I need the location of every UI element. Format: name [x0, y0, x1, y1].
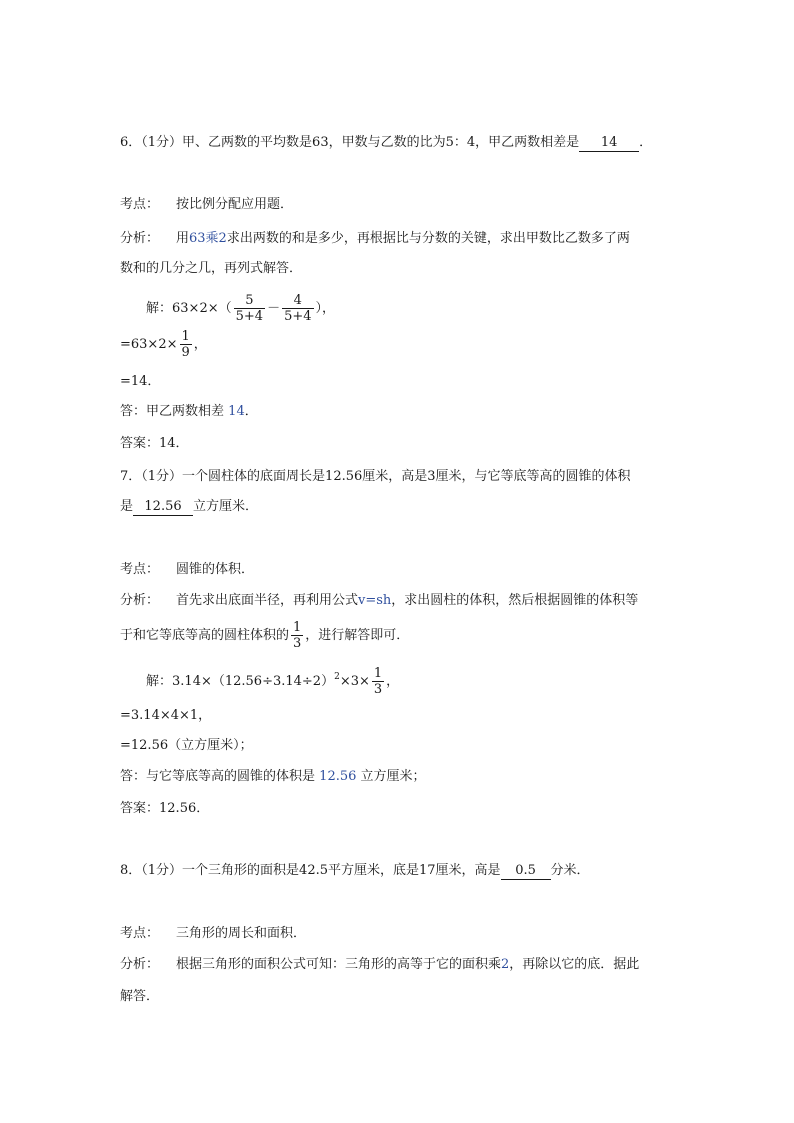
daan-label: 答案： — [120, 801, 160, 816]
q8-fenxi — [120, 955, 639, 975]
solution-text: ， — [193, 337, 207, 352]
kaodian-text: 按比例分配应用题． — [176, 197, 294, 212]
kaodian-text: 圆锥的体积． — [176, 562, 255, 577]
fenxi-label: 分析： — [120, 957, 160, 972]
q8-kaodian — [120, 924, 306, 944]
da-value: 12.56 — [319, 769, 357, 784]
fenxi-text: 首先求出底面半径，再利用公式 — [176, 593, 359, 608]
fenxi-text: 解答． — [120, 989, 160, 1004]
q7-answer-blank: 12.56 — [133, 499, 193, 516]
fenxi-text: 用 — [176, 231, 190, 246]
fraction-numerator: 1 — [181, 329, 190, 344]
q7-solution-1 — [146, 660, 399, 699]
q6-answer-blank: 14 — [579, 135, 639, 152]
da-label: 答： — [120, 769, 147, 784]
da-text: ． — [244, 404, 258, 419]
fraction — [372, 666, 384, 697]
fraction — [180, 329, 192, 360]
fraction-numerator: 5 — [245, 293, 254, 308]
q7-fenxi-line2 — [120, 619, 409, 653]
q7-stem-text: 7．（1分）一个圆柱体的底面周长是12.56厘米，高是3厘米，与它等底等高的圆锥的体积 — [120, 469, 631, 484]
q6-daan — [120, 434, 189, 454]
q6-solution-3 — [120, 372, 160, 392]
da-text: 立方厘米； — [360, 769, 426, 784]
q7-solution-2 — [120, 706, 211, 726]
fenxi-text: ，进行解答即可． — [305, 628, 410, 643]
q6-stem-text: 6．（1分）甲、乙两数的平均数是63，甲数与乙数的比为5：4，甲乙两数相差是 — [120, 135, 580, 150]
q6-stem-end: ． — [639, 135, 653, 150]
da-text: 甲乙两数相差 — [146, 404, 225, 419]
da-text: 与它等底等高的圆锥的体积是 — [146, 769, 316, 784]
da-value: 14 — [228, 404, 245, 419]
fraction — [282, 293, 313, 324]
fenxi-number: 2 — [501, 957, 510, 972]
fenxi-text: 求出两数的和是多少，再根据比与分数的关键，求出甲数比乙数多了两 — [226, 231, 630, 246]
q7-stem-line2 — [120, 497, 258, 517]
q7-daan — [120, 799, 209, 819]
fraction-denominator: 9 — [181, 345, 190, 360]
kaodian-label: 考点： — [120, 197, 160, 212]
solution-text: ， — [386, 674, 400, 689]
q7-stem-text: 是 — [120, 499, 134, 514]
q6-kaodian — [120, 195, 293, 215]
fenxi-formula: v=sh — [358, 593, 392, 608]
da-label: 答： — [120, 404, 147, 419]
q7-stem-text: 立方厘米． — [193, 499, 259, 514]
solution-text: =14． — [120, 374, 161, 389]
daan-text: 12.56． — [159, 801, 210, 816]
q6-fenxi-line2 — [120, 259, 302, 279]
q8-stem-text: 8．（1分）一个三角形的面积是42.5平方厘米，底是17厘米，高是 — [120, 863, 501, 878]
fraction-denominator: 3 — [293, 636, 302, 651]
q6-fenxi — [120, 229, 630, 249]
q6-solution-2 — [120, 328, 207, 362]
solution-text: 63×2×（ — [172, 301, 232, 316]
kaodian-label: 考点： — [120, 562, 160, 577]
fraction-denominator: 5+4 — [284, 309, 312, 324]
fraction-numerator: 1 — [293, 620, 302, 635]
fenxi-label: 分析： — [120, 231, 160, 246]
fraction-numerator: 4 — [293, 293, 302, 308]
q8-answer-blank: 0.5 — [501, 863, 551, 880]
jie-label: 解： — [146, 301, 173, 316]
fraction-denominator: 5+4 — [235, 309, 264, 324]
q6-da — [120, 402, 258, 422]
fraction-denominator: 3 — [373, 682, 383, 697]
minus-sign: － — [267, 301, 281, 316]
q7-da — [120, 767, 426, 787]
q7-fenxi — [120, 591, 638, 611]
solution-text: 3.14×（12.56÷3.14÷2） — [172, 674, 335, 689]
q8-fenxi-line2 — [120, 987, 159, 1007]
q7-kaodian — [120, 560, 254, 580]
q8-stem — [120, 861, 590, 881]
solution-text: ×3× — [339, 674, 370, 689]
fraction-numerator: 1 — [373, 666, 383, 681]
fraction — [291, 620, 303, 651]
jie-label: 解： — [146, 674, 173, 689]
fenxi-text: 根据三角形的面积公式可知：三角形的高等于它的面积乘 — [176, 957, 502, 972]
q6-stem — [120, 133, 652, 153]
q6-solution-1 — [146, 292, 335, 326]
solution-text: =63×2× — [120, 337, 178, 352]
daan-label: 答案： — [120, 436, 160, 451]
superscript: 2 — [334, 672, 340, 682]
fenxi-text: 于和它等底等高的圆柱体积的 — [120, 628, 290, 643]
fenxi-text: 数和的几分之几，再列式解答． — [120, 261, 303, 276]
solution-text: ）， — [315, 301, 336, 316]
kaodian-text: 三角形的周长和面积． — [176, 926, 307, 941]
fenxi-text: ，再除以它的底．据此 — [509, 957, 640, 972]
fraction — [234, 293, 265, 324]
fenxi-label: 分析： — [120, 593, 160, 608]
daan-text: 14． — [159, 436, 189, 451]
q7-solution-3 — [120, 736, 253, 756]
fenxi-text: 63乘2 — [189, 231, 227, 246]
q8-stem-text: 分米． — [550, 863, 590, 878]
fenxi-text: ，求出圆柱的体积，然后根据圆锥的体积等 — [391, 593, 639, 608]
kaodian-label: 考点： — [120, 926, 160, 941]
q7-stem — [120, 467, 631, 487]
solution-text: =12.56（立方厘米）； — [120, 738, 253, 753]
solution-text: =3.14×4×1， — [120, 708, 212, 723]
